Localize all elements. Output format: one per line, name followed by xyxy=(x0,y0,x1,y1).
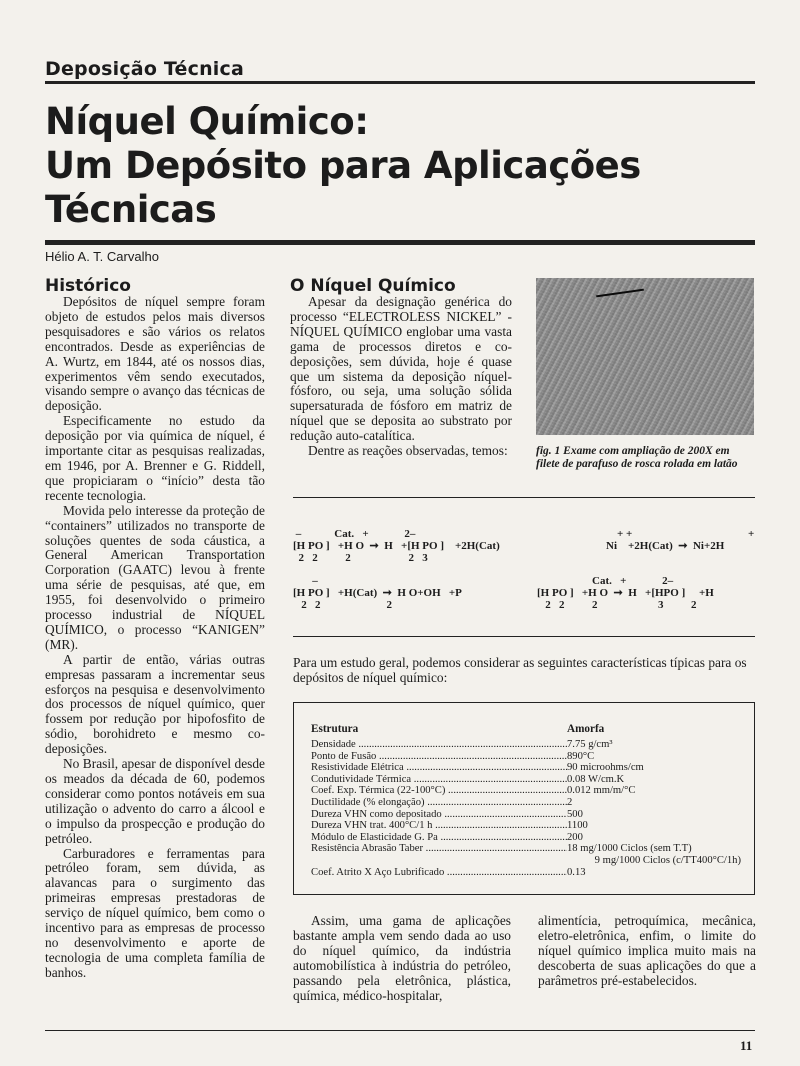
table-row xyxy=(311,797,741,809)
micrograph-image xyxy=(536,278,754,435)
historico-paragraph: Carburadores e ferramentas para petróleo foram, sem dúvida, as alavancas para o surgimento das primeiras empresas prestadoras de serviço de níquel químico, bem como o incentivo para as empresas de processo no desenvolvimento e aporte de tecnologia de uma completa família de banhos. xyxy=(45,845,265,980)
historico-paragraph: Movida pelo interesse da proteção de “containers” utilizados no transporte de soluções quentes de soda cáustica, a General American Transportation Corporation (GAATC) levou à frente uma série de pesquisas, até que, em 1955, foi desenvolvido o primeiro processo industrial de NÍQUEL QUÍMICO, o processo “KANIGEN” (MR). xyxy=(45,502,265,652)
table-row xyxy=(311,774,741,786)
table-header-property: Estrutura xyxy=(311,723,359,735)
table-row-value: 890°C xyxy=(567,750,595,762)
table-row-value: 7.75 g/cm³ xyxy=(567,739,613,750)
table-row-value: 500 xyxy=(567,808,583,820)
closing-right: alimentícia, petroquímica, mecânica, eletro-eletrônica, enfim, o limite do níquel químico implica muito mais na descoberta de suas aplicações do que a parâmetros pré-estabelecidos. xyxy=(538,913,756,988)
table-row xyxy=(311,843,741,855)
historico-paragraph: Especificamente no estudo da deposição por via química de níquel, é importante citar as pesquisas realizadas, em 1946, por A. Brenner e G. Riddell, que propiciaram o “início” desta tão recente tecnologia. xyxy=(45,413,265,503)
header-rule xyxy=(45,81,755,84)
page-number: 11 xyxy=(740,1038,753,1053)
table-row-value: 2 xyxy=(567,796,573,808)
table-row xyxy=(311,820,741,832)
table-row xyxy=(311,867,741,879)
table-row-value: 0.13 xyxy=(567,866,586,878)
equation-4: Cat. + 2– [H PO ] +H O ➞ H +[HPO ] +H 2 2 2 3 2 xyxy=(537,575,714,611)
properties-table xyxy=(293,702,755,895)
table-row-property: Ponto de Fusão ..... xyxy=(311,751,567,763)
title-line-1: Níquel Químico: xyxy=(45,100,369,143)
table-row-property: Coef. Exp. Térmica (22-100°C) ..... xyxy=(311,785,567,797)
equation-2-charge: + xyxy=(748,528,755,540)
table-row-property: Ductilidade (% elongação) ..... xyxy=(311,797,567,809)
properties-table-body xyxy=(311,723,741,878)
equation-2: + + Ni +2H(Cat) ➞ Ni+2H xyxy=(606,528,725,552)
table-row-value: 90 microohms/cm xyxy=(567,762,644,774)
equation-3: – [H PO ] +H(Cat) ➞ H O+OH +P 2 2 2 xyxy=(293,575,462,611)
figure-caption: fig. 1 Exame com ampliação de 200X em filete de parafuso de rosca rolada em latão xyxy=(536,445,738,470)
footer-rule xyxy=(45,1030,755,1031)
niquel-body xyxy=(290,295,512,459)
niquel-paragraph: Dentre as reações observadas, temos: xyxy=(308,443,508,459)
historico-paragraph: A partir de então, várias outras empresas passaram a incrementar seus esforços na pesquisa e desenvolvimento dos processos de níquel químico, quer fossem por redução por hipofosfito de sódio, borohidreto e mesmo co-deposições. xyxy=(45,651,265,757)
table-row-property: Dureza VHN trat. 400°C/1 h ..... xyxy=(311,820,567,832)
table-row-value: 0.08 W/cm.K xyxy=(567,773,625,785)
title-line-3: Técnicas xyxy=(45,188,217,231)
table-header-value: Amorfa xyxy=(567,723,605,735)
table-row-property: Resistência Abrasão Taber ..... xyxy=(311,843,567,855)
micrograph-texture xyxy=(536,278,754,435)
table-row-continuation xyxy=(311,855,741,867)
equations-bottom-rule xyxy=(293,636,755,637)
closing-left: Assim, uma gama de aplicações bastante ampla vem sendo dada ao uso do níquel químico, da indústria automobilística à indústria do petróleo, passando pela eletrônica, plástica, química, médico-hospitalar, xyxy=(293,913,511,1003)
table-row xyxy=(311,739,741,751)
niquel-paragraph: Apesar da designação genérica do processo “ELECTROLESS NICKEL” - NÍQUEL QUÍMICO englobar uma vasta gama de processos diretos e co-deposições, sem dúvida, hoje é quase que um sistema da deposição níquel-fósforo, ou seja, uma solução sólida supersaturada de fósforo em matriz de níquel que se deposita ao substrato por redução auto-catalítica. xyxy=(290,294,512,444)
author-byline: Hélio A. T. Carvalho xyxy=(45,249,159,264)
table-row-property: Condutividade Térmica ..... xyxy=(311,774,567,786)
properties-intro: Para um estudo geral, podemos considerar as seguintes características típicas para os depósitos de níquel químico: xyxy=(293,655,747,685)
historico-paragraph: No Brasil, apesar de disponível desde os meados da década de 60, podemos considerar como pontos notáveis em sua utilização o advento do carro a álcool e o impulso da prospecção e produção do petróleo. xyxy=(45,756,265,846)
table-row-continuation-value: 9 mg/1000 Ciclos (c/TT400°C/1h) xyxy=(594,854,741,866)
section-label: Deposição Técnica xyxy=(45,58,244,80)
table-rows xyxy=(311,739,741,855)
table-row xyxy=(311,832,741,844)
table-row xyxy=(311,809,741,821)
table-row-property: Resistividade Elétrica ..... xyxy=(311,762,567,774)
table-row-value: 200 xyxy=(567,831,583,843)
equations-top-rule xyxy=(293,497,755,498)
table-row-property: Densidade ..... xyxy=(311,739,567,751)
table-row-property: Módulo de Elasticidade G. Pa ..... xyxy=(311,832,567,844)
table-row-value: 0.012 mm/m/°C xyxy=(567,785,636,797)
table-row xyxy=(311,762,741,774)
table-row-property: Coef. Atrito X Aço Lubrificado ..... xyxy=(311,867,567,879)
historico-body xyxy=(45,295,265,981)
table-row-value: 18 mg/1000 Ciclos (sem T.T) xyxy=(567,843,692,855)
table-row xyxy=(311,785,741,797)
title-line-2: Um Depósito para Aplicações xyxy=(45,144,641,187)
table-row-value: 1100 xyxy=(567,820,588,832)
historico-paragraph: Depósitos de níquel sempre foram objeto de estudos pelos mais diversos pesquisadores e são vários os relatos encontrados. Desde as experiências de A. Wurtz, em 1844, até os nossos dias, experimentos vêm sendo executados, visando sempre o avanço das técnicas de deposição. xyxy=(45,294,265,414)
equation-1: – Cat. + 2– [H PO ] +H O ➞ H +[H PO ] +2H(Cat) 2 2 2 2 3 xyxy=(293,528,500,564)
historico-heading: Histórico xyxy=(45,276,131,296)
table-header xyxy=(311,723,741,739)
table-row xyxy=(311,751,741,763)
table-row-property: Dureza VHN como depositado ..... xyxy=(311,809,567,821)
niquel-heading: O Níquel Químico xyxy=(290,276,456,296)
article-title xyxy=(45,100,765,232)
title-rule xyxy=(45,240,755,245)
